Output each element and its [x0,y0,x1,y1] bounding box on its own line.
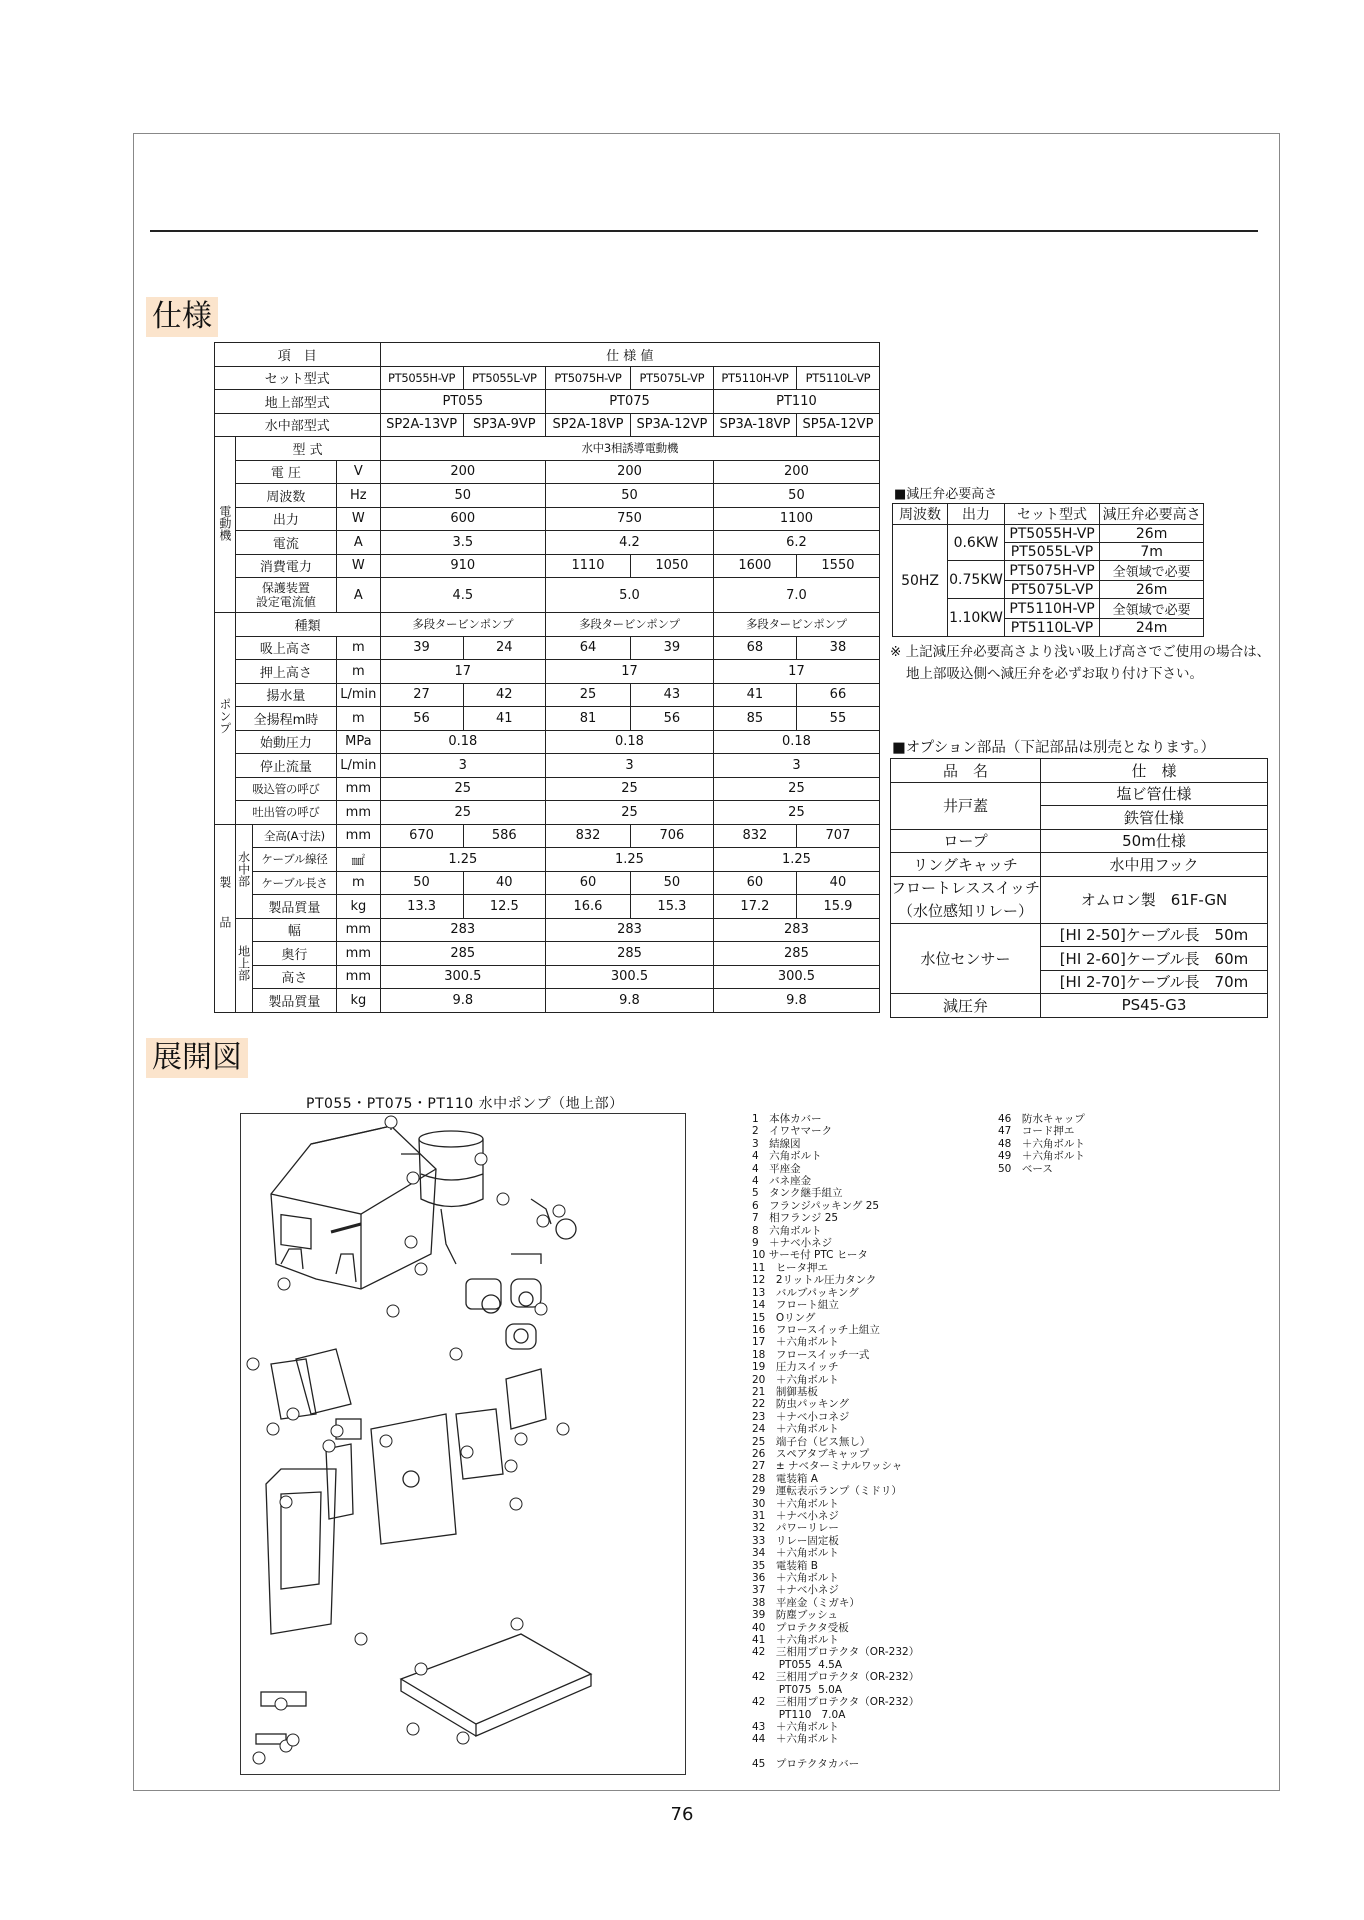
power-row: 消費電力 W 910 1110 1050 1600 1550 [215,554,880,578]
push-height-row: 押上高さ m 17 17 17 [215,660,880,684]
option-row: 減圧弁 PS45-G3 [891,994,1268,1018]
option-row: 水位センサー [HI 2-50]ケーブル長 50m [891,923,1268,947]
ground-group-label: 地上部 [235,918,252,1012]
reducer-title: ■減圧弁必要高さ [894,487,998,502]
section-title-exploded: 展開図 [146,1038,248,1078]
total-height-row: 製品 水中部 全高(A寸法) mm 670 586 832 706 832 707 [215,824,880,848]
option-row: 鉄管仕様 [891,806,1268,830]
cable-size-row: ケーブル線径 ㎟ 1.25 1.25 1.25 [215,848,880,872]
option-row: [HI 2-60]ケーブル長 60m [891,947,1268,971]
option-row: フロートレススイッチ （水位感知リレー） オムロン製 61F-GN [891,876,1268,923]
exploded-diagram [240,1113,686,1775]
sub-model-row: 水中部型式 SP2A-13VP SP3A-9VP SP2A-18VP SP3A-12VP SP3A-18VP SP5A-12VP [215,413,880,437]
motor-group-label: 電動機 [215,437,236,613]
spec-table [214,342,880,1013]
parts-list-left: 1 本体カバー 2 イワヤマーク 3 結線図 4 六角ボルト 4 平座金 4 バネ座金 5 タンク継手組立 6 フランジパッキング 25 7 相フランジ 25 8 六角ボルト 9 ＋ナベ小ネジ 10 サーモ付 PTC ヒータ 11 ヒータ押エ 12 2リットル圧力タンク 13 バルブパッキング 14 フロート組立 15 Oリング 16 フロースイッチ上組立 17 ＋六角ボルト 18 フロースイッチ一式 19 圧力スイッチ 20 ＋六角ボルト 21 制御基板 22 防虫パッキング 23 ＋ナベ小コネジ 24 ＋六角ボルト 25 端子台（ビス無し） 26 スペアタブキャップ 27 ± ナベターミナルワッシャ 28 電装箱 A 29 運転表示ランプ（ミドリ） 30 ＋六角ボルト 31 ＋ナベ小ネジ 32 パワーリレー 33 リレー固定板 34 ＋六角ボルト 35 電装箱 B 36 ＋六角ボルト 37 ＋ナベ小ネジ 38 平座金（ミガキ） 39 防塵ブッシュ 40 プロテクタ受板 41 ＋六角ボルト 42 三相用プロテクタ（OR-232） PT055 4.5A 42 三相用プロテクタ（OR-232） PT075 5.0A 42 三相用プロテクタ（OR-232） PT110 7.0A 43 ＋六角ボルト 44 ＋六角ボルト 45 プロテクタカバー [752,1113,920,1771]
exploded-drawing [241,1114,685,1774]
option-row: ロープ 50m仕様 [891,829,1268,853]
stop-flow-row: 停止流量 L/min 3 3 3 [215,754,880,778]
suction-height-row: 吸上高さ m 39 24 64 39 68 38 [215,636,880,660]
header-rule [150,230,1258,232]
spec-header-row: 項 目 仕 様 値 [215,343,880,367]
reducer-header-row: 周波数 出力 セット型式 減圧弁必要高さ [893,504,1204,525]
motor-type-row: 電動機 型 式 水中3相誘導電動機 [215,437,880,461]
section-title-spec: 仕様 [146,297,218,337]
options-header-row: 品 名 仕 様 [891,759,1268,783]
pump-group-label: ポンプ [215,613,236,825]
option-row: 井戸蓋 塩ビ管仕様 [891,782,1268,806]
frequency-row: 周波数 Hz 50 50 50 [215,484,880,508]
set-model-row: セット型式 PT5055H-VP PT5055L-VP PT5075H-VP PT5075L-VP PT5110H-VP PT5110L-VP [215,366,880,390]
height-row: 高さ mm 300.5 300.5 300.5 [215,965,880,989]
diagram-caption: PT055・PT075・PT110 水中ポンプ（地上部） [306,1096,624,1112]
width-row: 地上部 幅 mm 283 283 283 [215,918,880,942]
option-row: リングキャッチ 水中用フック [891,853,1268,877]
reducer-row: 50HZ 0.6KW PT5055H-VP 26m [893,525,1204,543]
flow-row: 揚水量 L/min 27 42 25 43 41 66 [215,683,880,707]
discharge-pipe-row: 吐出管の呼び mm 25 25 25 [215,801,880,825]
current-row: 電流 A 3.5 4.2 6.2 [215,531,880,555]
ground-weight-row: 製品質量 kg 9.8 9.8 9.8 [215,989,880,1013]
parts-list-right: 46 防水キャップ 47 コード押エ 48 ＋六角ボルト 49 ＋六角ボルト 50 ベース [998,1113,1085,1175]
protect-row: 保護装置 設定電流値 A 4.5 5.0 7.0 [215,578,880,613]
product-group-label: 製品 [215,824,236,1012]
depth-row: 奥行 mm 285 285 285 [215,942,880,966]
reducer-row: PT5075L-VP 26m [893,581,1204,599]
reducer-row: PT5055L-VP 7m [893,543,1204,561]
pump-kind-row: ポンプ 種類 多段タービンポンプ 多段タービンポンプ 多段タービンポンプ [215,613,880,637]
total-head-row: 全揚程m時 m 56 41 81 56 85 55 [215,707,880,731]
suction-pipe-row: 吸込管の呼び mm 25 25 25 [215,777,880,801]
start-pressure-row: 始動圧力 MPa 0.18 0.18 0.18 [215,730,880,754]
voltage-row: 電 圧 V 200 200 200 [215,460,880,484]
options-table [890,758,1268,1018]
sub-weight-row: 製品質量 kg 13.3 12.5 16.6 15.3 17.2 15.9 [215,895,880,919]
reducer-row: 0.75KW PT5075H-VP 全領域で必要 [893,561,1204,581]
page-number: 76 [670,1804,694,1825]
reducer-note-1: ※ 上記減圧弁必要高さより浅い吸上げ高さでご使用の場合は、 [890,644,1271,660]
reducer-row: 1.10KW PT5110H-VP 全領域で必要 [893,599,1204,619]
sub-group-label: 水中部 [235,824,252,918]
output-row: 出力 W 600 750 1100 [215,507,880,531]
reducer-row: PT5110L-VP 24m [893,619,1204,637]
cable-length-row: ケーブル長さ m 50 40 60 50 60 40 [215,871,880,895]
options-title: ■オプション部品（下記部品は別売となります。） [892,740,1215,756]
ground-model-row: 地上部型式 PT055 PT075 PT110 [215,390,880,414]
option-row: [HI 2-70]ケーブル長 70m [891,970,1268,994]
reducer-table [892,503,1204,637]
reducer-note-2: 地上部吸込側へ減圧弁を必ずお取り付け下さい。 [906,666,1203,682]
